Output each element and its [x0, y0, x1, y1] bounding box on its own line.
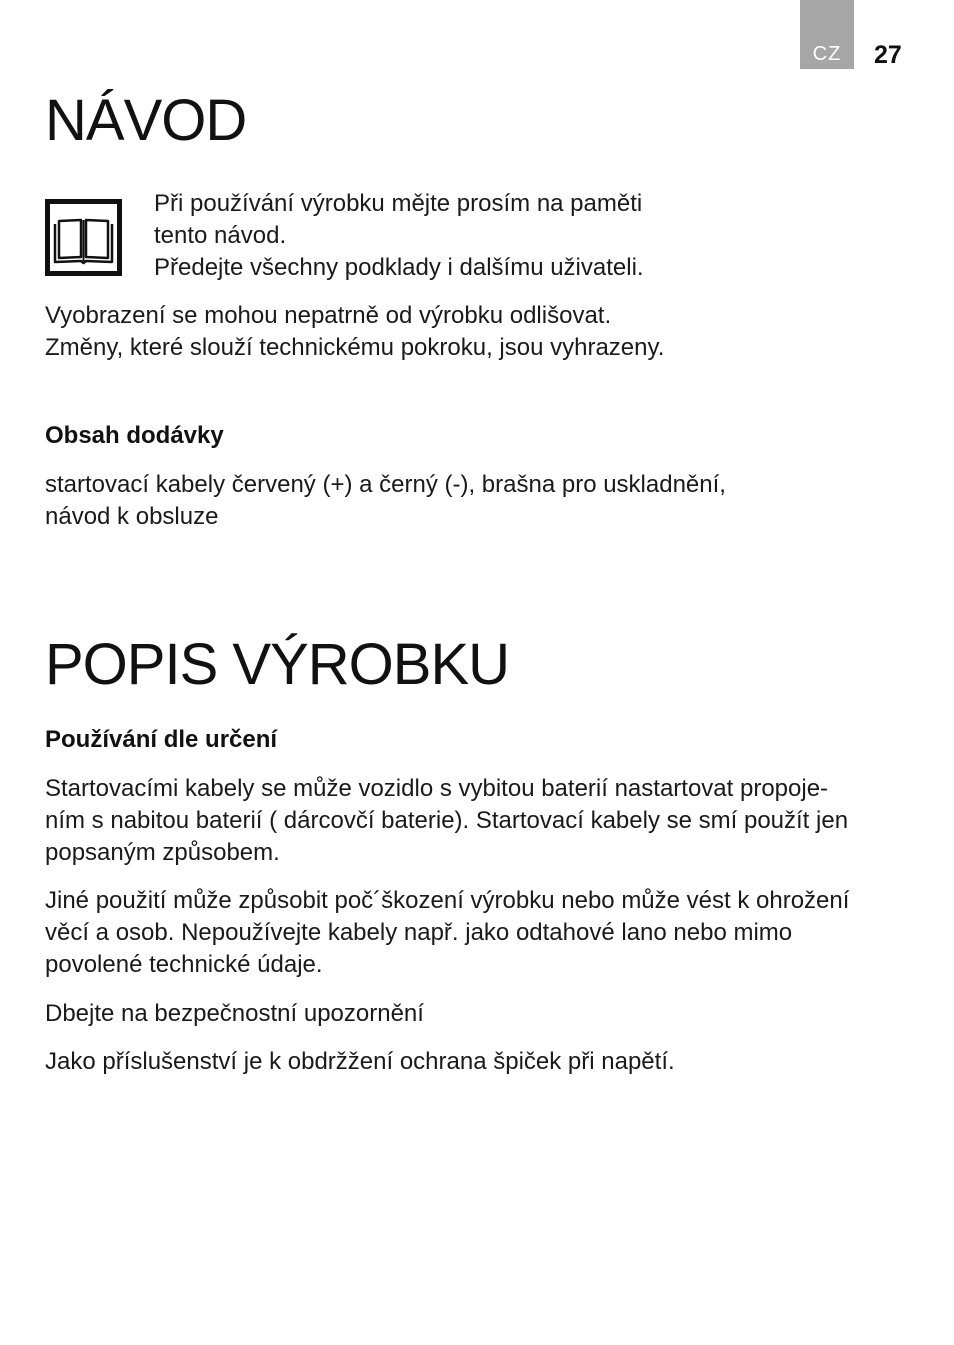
disclaimer-line: Změny, které slouží technickému pokroku, jsou vyhrazeny.	[45, 334, 665, 361]
notice-line: Při používání výrobku mějte prosím na paměti	[154, 190, 643, 217]
usage-line: Jiné použití může způsobit poč´škození výrobku nebo může vést k ohrožení	[45, 887, 850, 914]
product-title: POPIS VÝROBKU	[45, 632, 510, 697]
usage-paragraph-1	[45, 773, 848, 869]
contents-line: startovací kabely červený (+) a černý (-), brašna pro uskladnění,	[45, 471, 726, 498]
manual-title: NÁVOD	[45, 88, 247, 153]
manual-notice	[154, 188, 644, 284]
usage-paragraph-2	[45, 885, 849, 981]
usage-line: popsaným způsobem.	[45, 839, 280, 866]
notice-line: tento návod.	[154, 222, 287, 249]
usage-line: povolené technické údaje.	[45, 951, 323, 978]
language-label: CZ	[812, 43, 842, 65]
accessory-note: Jako příslušenství je k obdržžení ochrana špiček při napětí.	[45, 1048, 675, 1075]
notice-line: Předejte všechny podklady i dalšímu uživateli.	[154, 254, 644, 281]
usage-heading: Používání dle určení	[45, 726, 278, 753]
contents-line: návod k obsluze	[45, 503, 219, 530]
usage-line: Startovacími kabely se může vozidlo s vybitou baterií nastartovat propoje-	[45, 775, 829, 802]
page-number: 27	[874, 41, 902, 69]
language-tab	[800, 0, 854, 69]
usage-line: ním s nabitou baterií ( dárcovčí baterie). Startovací kabely se smí použít jen	[45, 807, 849, 834]
disclaimer-paragraph	[45, 300, 664, 364]
safety-note: Dbejte na bezpečnostní upozornění	[45, 1000, 424, 1027]
disclaimer-line: Vyobrazení se mohou nepatrně od výrobku odlišovat.	[45, 302, 612, 329]
contents-heading: Obsah dodávky	[45, 422, 224, 449]
book-icon	[45, 199, 122, 276]
usage-line: věcí a osob. Nepoužívejte kabely např. jako odtahové lano nebo mimo	[45, 919, 793, 946]
contents-paragraph	[45, 469, 726, 533]
